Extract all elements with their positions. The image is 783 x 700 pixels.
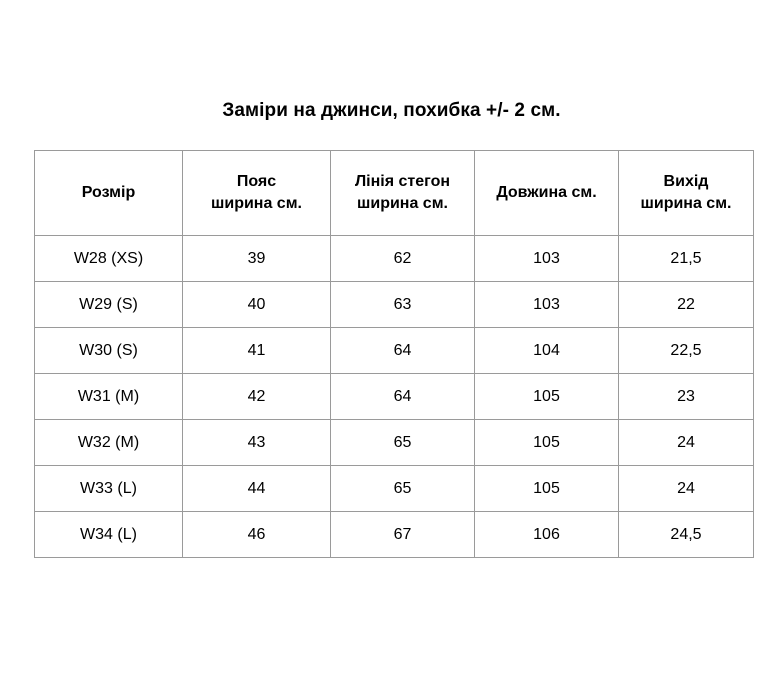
cell-size: W34 (L) [35,512,183,558]
cell-length: 105 [475,466,619,512]
table-header [35,151,754,236]
cell-leg-opening: 22 [619,282,754,328]
table-row [35,374,754,420]
cell-waist: 40 [183,282,331,328]
cell-hip: 62 [331,236,475,282]
cell-size: W33 (L) [35,466,183,512]
cell-size: W29 (S) [35,282,183,328]
cell-length: 105 [475,420,619,466]
size-chart-table [34,150,754,558]
cell-size: W28 (XS) [35,236,183,282]
size-chart-container [34,150,748,558]
column-header-waist-line2: ширина см. [211,195,302,212]
table-row [35,328,754,374]
cell-waist: 46 [183,512,331,558]
cell-length: 106 [475,512,619,558]
table-row [35,282,754,328]
column-header-size-line1: Розмір [81,184,136,202]
cell-leg-opening: 22,5 [619,328,754,374]
cell-size: W32 (M) [35,420,183,466]
cell-leg-opening: 21,5 [619,236,754,282]
cell-leg-opening: 24 [619,420,754,466]
cell-size: W30 (S) [35,328,183,374]
column-header-leg-opening [619,151,754,236]
column-header-size [35,151,183,236]
table-row [35,420,754,466]
cell-leg-opening: 24 [619,466,754,512]
cell-length: 103 [475,236,619,282]
cell-waist: 44 [183,466,331,512]
column-header-leg-opening-line1: Вихід [663,173,709,191]
cell-hip: 63 [331,282,475,328]
cell-hip: 65 [331,466,475,512]
column-header-waist [183,151,331,236]
column-header-leg-opening-line2: ширина см. [640,195,732,212]
cell-waist: 42 [183,374,331,420]
cell-leg-opening: 23 [619,374,754,420]
table-row [35,512,754,558]
cell-length: 103 [475,282,619,328]
cell-length: 104 [475,328,619,374]
cell-length: 105 [475,374,619,420]
cell-hip: 67 [331,512,475,558]
cell-waist: 39 [183,236,331,282]
table-row [35,236,754,282]
column-header-hip-line1: Лінія стегон [354,173,451,191]
table-row [35,466,754,512]
table-header-row [35,151,754,236]
cell-hip: 64 [331,328,475,374]
page-title: Заміри на джинси, похибка +/- 2 см. [222,100,561,121]
column-header-hip [331,151,475,236]
cell-hip: 65 [331,420,475,466]
column-header-waist-line1: Пояс [236,173,277,191]
cell-leg-opening: 24,5 [619,512,754,558]
cell-size: W31 (M) [35,374,183,420]
cell-waist: 43 [183,420,331,466]
column-header-length [475,151,619,236]
column-header-hip-line2: ширина см. [357,195,448,212]
cell-hip: 64 [331,374,475,420]
cell-waist: 41 [183,328,331,374]
column-header-length-line1: Довжина см. [496,184,597,202]
table-body [35,236,754,558]
